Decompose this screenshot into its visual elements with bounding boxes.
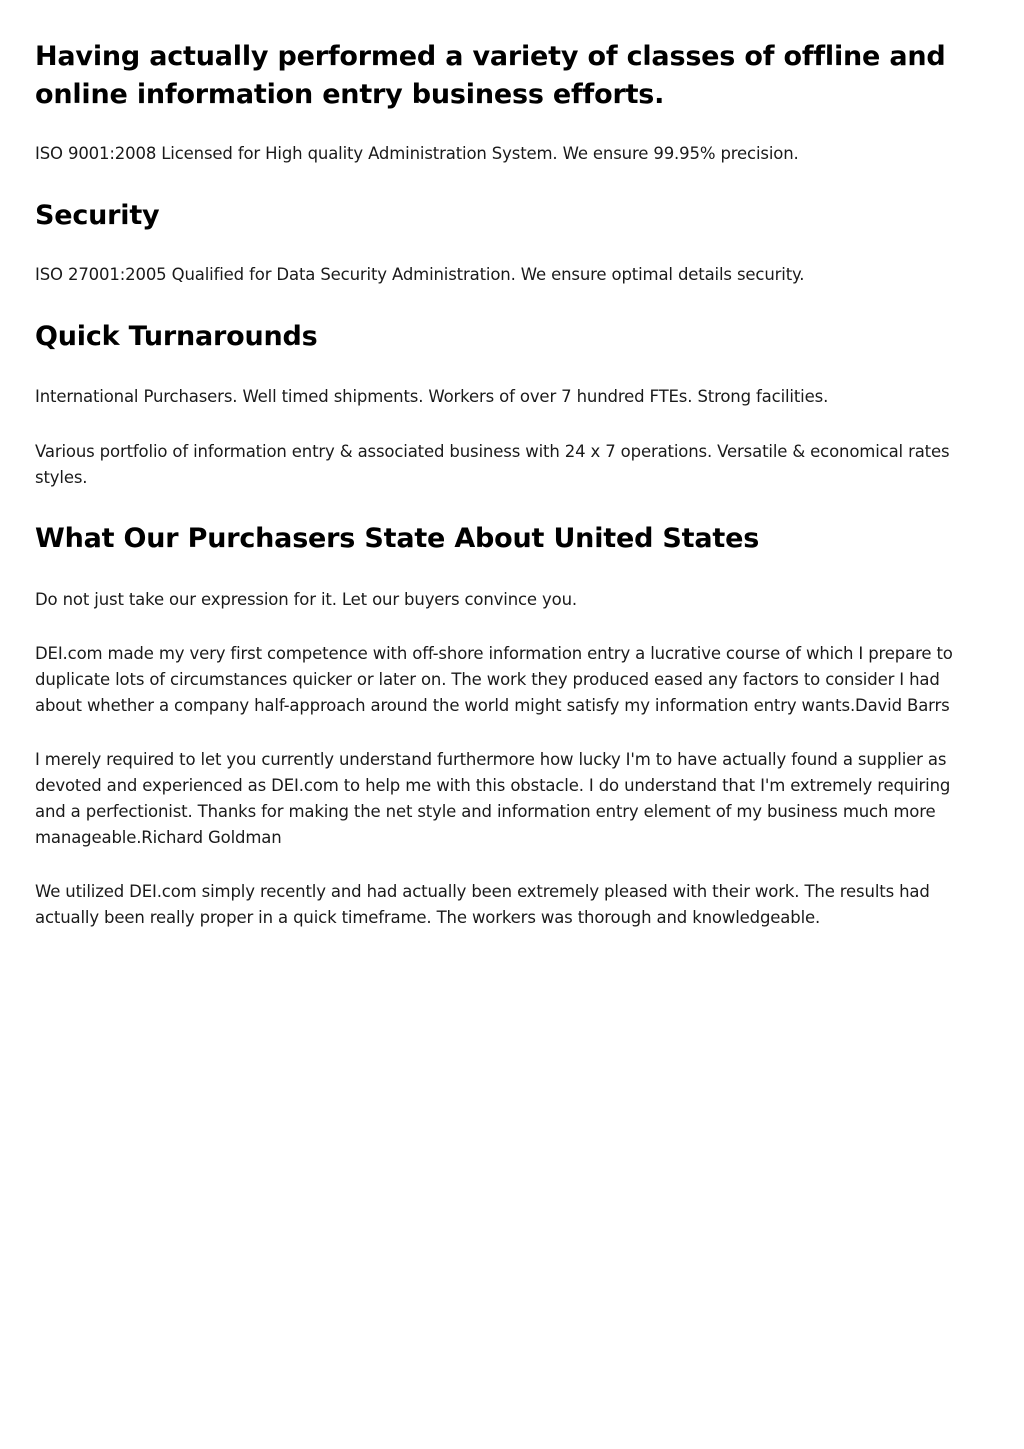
testimonial-quote: We utilized DEI.com simply recently and had actually been extremely pleased with their work. The results had actually been really proper in a quick timeframe. The workers was thorough and knowledgeable. [35,882,930,927]
turnarounds-paragraph: Various portfolio of information entry & associated business with 24 x 7 operations. Versatile & economical rates styles. [35,442,950,487]
security-heading: Security [35,200,160,231]
testimonial-quote: I merely required to let you currently understand furthermore how lucky I'm to have actually found a supplier as devoted and experienced as DEI.com to help me with this obstacle. I do understand that I'm extremely requiring and a perfectionist. Thanks for making the net style and information entry element of my business much more manageable.Richard Goldman [35,750,951,847]
testimonials-lead: Do not just take our expression for it. Let our buyers convince you. [35,590,577,609]
testimonials-heading: What Our Purchasers State About United States [35,523,760,554]
testimonial-quote: DEI.com made my very first competence with off-shore information entry a lucrative course of which I prepare to duplicate lots of circumstances quicker or later on. The work they produced eased any factors to consider I had about whether a company half-approach around the world might satisfy my information entry wants.David Barrs [35,644,953,715]
page-title: Having actually performed a variety of classes of offline and online information entry business efforts. [35,41,946,110]
turnarounds-heading: Quick Turnarounds [35,321,318,352]
intro-paragraph: ISO 9001:2008 Licensed for High quality Administration System. We ensure 99.95% precision. [35,144,799,163]
security-paragraph: ISO 27001:2005 Qualified for Data Security Administration. We ensure optimal details security. [35,265,805,284]
turnarounds-paragraph: International Purchasers. Well timed shipments. Workers of over 7 hundred FTEs. Strong facilities. [35,387,829,406]
